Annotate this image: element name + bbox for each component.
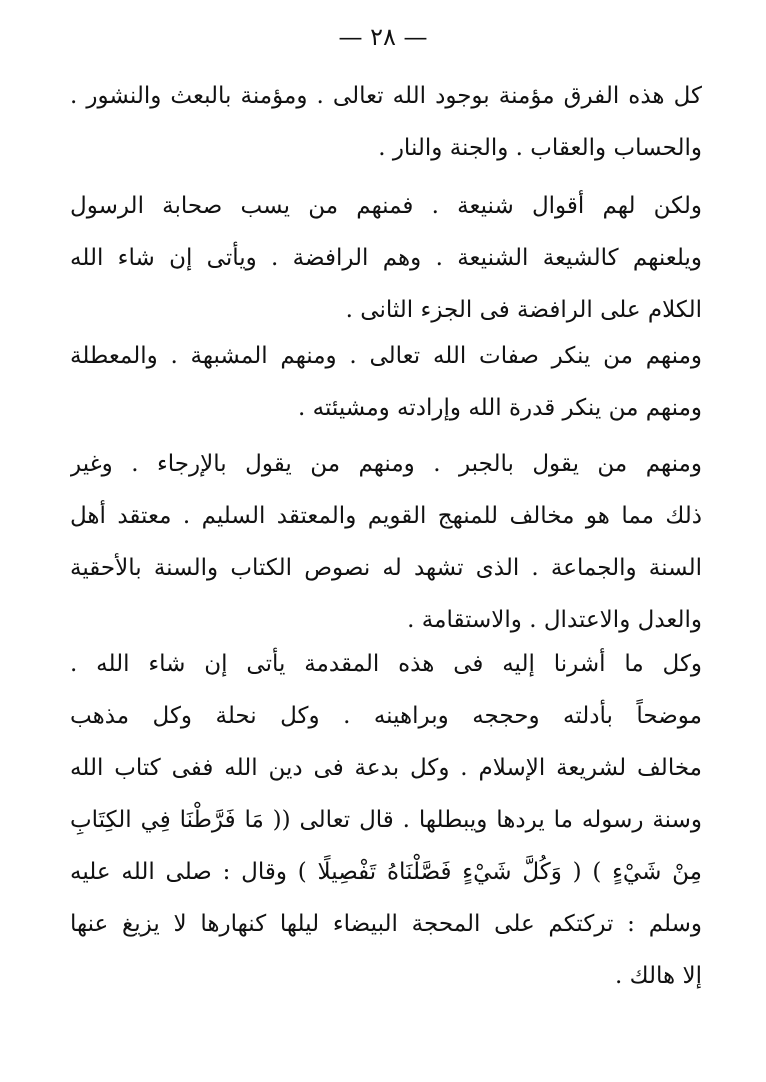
text-line: إلا هالك . bbox=[615, 963, 702, 989]
text-line: مخالف لشريعة الإسلام . وكل بدعة فى دين الله ففى كتاب الله bbox=[70, 755, 702, 781]
text-line: وسلم : تركتكم على المحجة البيضاء ليلها كنهارها لا يزيغ عنها bbox=[70, 911, 702, 937]
text-line: ولكن لهم أقوال شنيعة . فمنهم من يسب صحابة الرسول bbox=[70, 193, 702, 219]
text-line: ويلعنهم كالشيعة الشنيعة . وهم الرافضة . ويأتى إن شاء الله bbox=[70, 245, 702, 271]
paragraph-5 bbox=[70, 638, 702, 1002]
text-line: السنة والجماعة . الذى تشهد له نصوص الكتاب والسنة بالأحقية bbox=[70, 555, 702, 581]
paragraph-1 bbox=[70, 70, 702, 174]
text-line: ومنهم من يقول بالجبر . ومنهم من يقول بالإرجاء . وغير bbox=[70, 451, 702, 477]
page-number: — ٢٨ — bbox=[338, 23, 428, 51]
text-line: ذلك مما هو مخالف للمنهج القويم والمعتقد السليم . معتقد أهل bbox=[70, 503, 702, 529]
text-line: مِنْ شَيْءٍ ) ( وَكُلَّ شَيْءٍ فَصَّلْنَاهُ تَفْصِيلًا ) وقال : صلى الله عليه bbox=[70, 859, 702, 885]
text-line: والعدل والاعتدال . والاستقامة . bbox=[407, 607, 702, 633]
text-line: وسنة رسوله ما يردها ويبطلها . قال تعالى (( مَا فَرَّطْنَا فِي الكِتَابِ bbox=[70, 807, 702, 833]
paragraph-2 bbox=[70, 180, 702, 336]
text-line: ومنهم من ينكر قدرة الله وإرادته ومشيئته . bbox=[298, 395, 702, 421]
text-line: ومنهم من ينكر صفات الله تعالى . ومنهم المشبهة . والمعطلة bbox=[70, 343, 702, 369]
text-line: وكل ما أشرنا إليه فى هذه المقدمة يأتى إن شاء الله . bbox=[70, 651, 702, 677]
text-line: والحساب والعقاب . والجنة والنار . bbox=[378, 135, 702, 161]
text-line: الكلام على الرافضة فى الجزء الثانى . bbox=[345, 297, 702, 323]
paragraph-4 bbox=[70, 438, 702, 646]
paragraph-3 bbox=[70, 330, 702, 434]
text-line: كل هذه الفرق مؤمنة بوجود الله تعالى . ومؤمنة بالبعث والنشور . bbox=[70, 83, 702, 109]
text-line: موضحاً بأدلته وحججه وبراهينه . وكل نحلة وكل مذهب bbox=[70, 703, 702, 729]
